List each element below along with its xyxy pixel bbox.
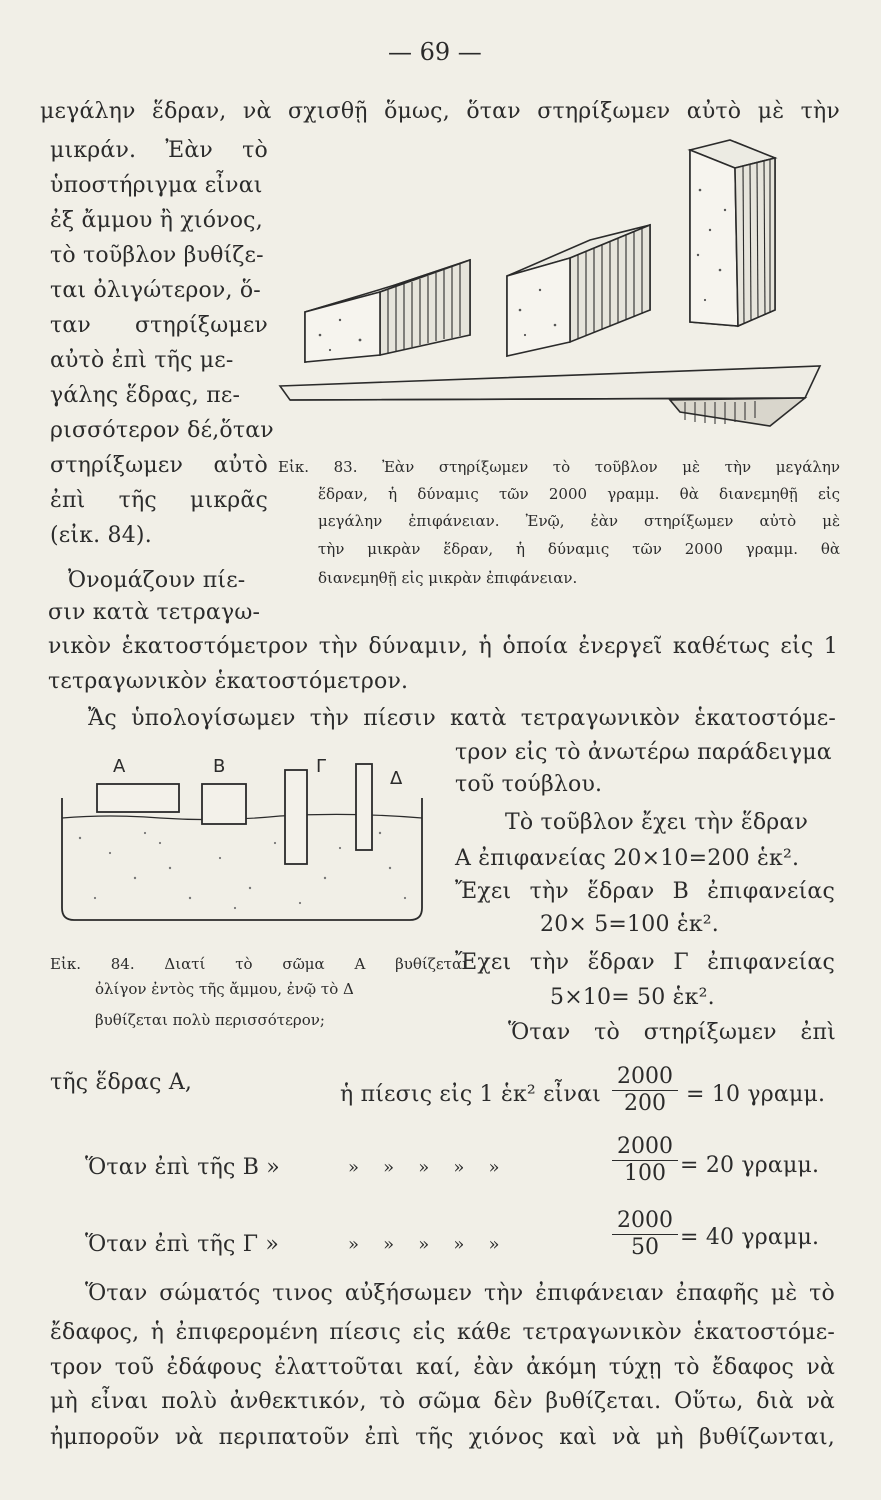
text-line: τετραγωνικὸν ἑκατοστόμετρον. [48, 669, 409, 694]
text-line: 5×10= 50 ἑκ². [550, 985, 715, 1010]
fraction-denominator: 200 [624, 1091, 666, 1116]
fraction-numerator: 2000 [617, 1134, 673, 1159]
text-line: Ἄς ὑπολογίσωμεν τὴν πίεσιν κατὰ τετραγωνικὸν ἑκατοστόμε- [88, 706, 836, 731]
figure-label-g: Γ [316, 756, 327, 777]
figure-caption: Εἰκ. 83. Ἐὰν στηρίξωμεν τὸ τοῦβλον μὲ τὴν μεγάλην [278, 458, 840, 476]
text-line: (εἰκ. 84). [50, 523, 152, 548]
figure-caption: μεγάλην ἐπιφάνειαν. Ἐνῷ, ἐὰν στηρίξωμεν αὐτὸ μὲ [318, 512, 840, 530]
text-line: γάλης ἕδρας, πε- [50, 383, 241, 408]
text-line: στηρίξωμεν αὐτὸ [50, 453, 268, 478]
text-line: ἠμποροῦν νὰ περιπατοῦν ἐπὶ τῆς χιόνος καὶ νὰ μὴ βυθίζωνται, [50, 1425, 835, 1450]
text-line: τρον τοῦ ἐδάφους ἐλαττοῦται καί, ἐὰν ἀκόμη τύχῃ τὸ ἔδαφος νὰ [50, 1355, 835, 1380]
text-line: τρον εἰς τὸ ἀνωτέρω παράδειγμα [455, 740, 832, 765]
fraction-numerator: 2000 [617, 1064, 673, 1089]
text-line: σιν κατὰ τετραγω- [48, 600, 261, 625]
figure-caption: διανεμηθῇ εἰς μικρὰν ἐπιφάνειαν. [318, 569, 578, 587]
fraction [610, 1208, 680, 1261]
text-line: ἐπὶ τῆς μικρᾶς [50, 488, 268, 513]
text-line: τοῦ τούβλου. [455, 772, 603, 797]
text-line: = 10 γραμμ. [686, 1082, 826, 1107]
figure-label-a: Α [113, 756, 126, 777]
figure-caption: ἕδραν, ἡ δύναμις τῶν 2000 γραμμ. θὰ διανεμηθῇ εἰς [318, 485, 840, 503]
fraction-numerator: 2000 [617, 1208, 673, 1233]
text-line: 20× 5=100 ἑκ². [540, 912, 720, 937]
text-line: Τὸ τοῦβλον ἔχει τὴν ἕδραν [505, 810, 809, 835]
text-line: Ἔχει τὴν ἕδραν Γ ἐπιφανείας [455, 950, 835, 975]
text-line: ρισσότερον δέ,ὅταν [50, 418, 274, 443]
figure-caption: τὴν μικρὰν ἕδραν, ἡ δύναμις τῶν 2000 γραμμ. θὰ [318, 540, 840, 558]
page-number: — 69 — [388, 38, 482, 66]
figure-caption: ὀλίγον ἐντὸς τῆς ἄμμου, ἐνῷ τὸ Δ [95, 980, 354, 998]
text-line: Ἔχει τὴν ἕδραν Β ἐπιφανείας [455, 879, 835, 904]
text-line: Ὅταν σώματός τινος αὐξήσωμεν τὴν ἐπιφάνειαν ἐπαφῆς μὲ τὸ [85, 1281, 835, 1306]
fraction [610, 1134, 680, 1187]
figure-label-b: Β [213, 756, 226, 777]
text-line: Ὅταν τὸ στηρίξωμεν ἐπὶ [508, 1020, 836, 1045]
text-line: » » » » » [348, 1157, 500, 1178]
text-line: Ὅταν ἐπὶ τῆς Β » [85, 1155, 280, 1180]
text-line: ἐξ ἄμμου ἢ χιόνος, [50, 208, 263, 233]
text-line: ἔδαφος, ἡ ἐπιφερομένη πίεσις εἰς κάθε τετραγωνικὸν ἑκατοστόμε- [50, 1320, 835, 1345]
text-line: τῆς ἕδρας Α, [50, 1070, 193, 1095]
text-line: Ὀνομάζουν πίε- [68, 568, 246, 593]
fraction [610, 1064, 680, 1117]
figure-label-d: Δ [390, 768, 403, 789]
text-line: μὴ εἶναι πολὺ ἀνθεκτικόν, τὸ σῶμα δὲν βυθίζεται. Οὕτω, διὰ νὰ [50, 1389, 835, 1414]
text-line: μικράν. Ἐὰν τὸ [50, 138, 268, 163]
fraction-denominator: 50 [631, 1235, 659, 1260]
figure-caption: βυθίζεται πολὺ περισσότερον; [95, 1011, 325, 1029]
figure-83-bricks [270, 130, 830, 460]
text-line: = 40 γραμμ. [680, 1225, 820, 1250]
text-line: » » » » » [348, 1234, 500, 1255]
text-line: αὐτὸ ἐπὶ τῆς με- [50, 348, 234, 373]
text-line: ἡ πίεσις εἰς 1 ἑκ² εἶναι [340, 1082, 601, 1107]
text-line: Α ἐπιφανείας 20×10=200 ἑκ². [455, 846, 800, 871]
text-line: = 20 γραμμ. [680, 1153, 820, 1178]
fraction-denominator: 100 [624, 1161, 666, 1186]
text-line: μεγάλην ἕδραν, νὰ σχισθῇ ὅμως, ὅταν στηρίξωμεν αὐτὸ μὲ τὴν [40, 99, 840, 124]
figure-caption: Εἰκ. 84. Διατί τὸ σῶμα Α βυθίζεται [50, 955, 468, 973]
text-line: τὸ τοῦβλον βυθίζε- [50, 243, 264, 268]
text-line: ται ὀλιγώτερον, ὅ- [50, 278, 261, 303]
text-line: Ὅταν ἐπὶ τῆς Γ » [85, 1232, 280, 1257]
text-line: νικὸν ἑκατοστόμετρον τὴν δύναμιν, ἡ ὁποία ἐνεργεῖ καθέτως εἰς 1 [48, 634, 838, 659]
text-line: ταν στηρίξωμεν [50, 313, 268, 338]
text-line: ὑποστήριγμα εἶναι [50, 173, 263, 198]
